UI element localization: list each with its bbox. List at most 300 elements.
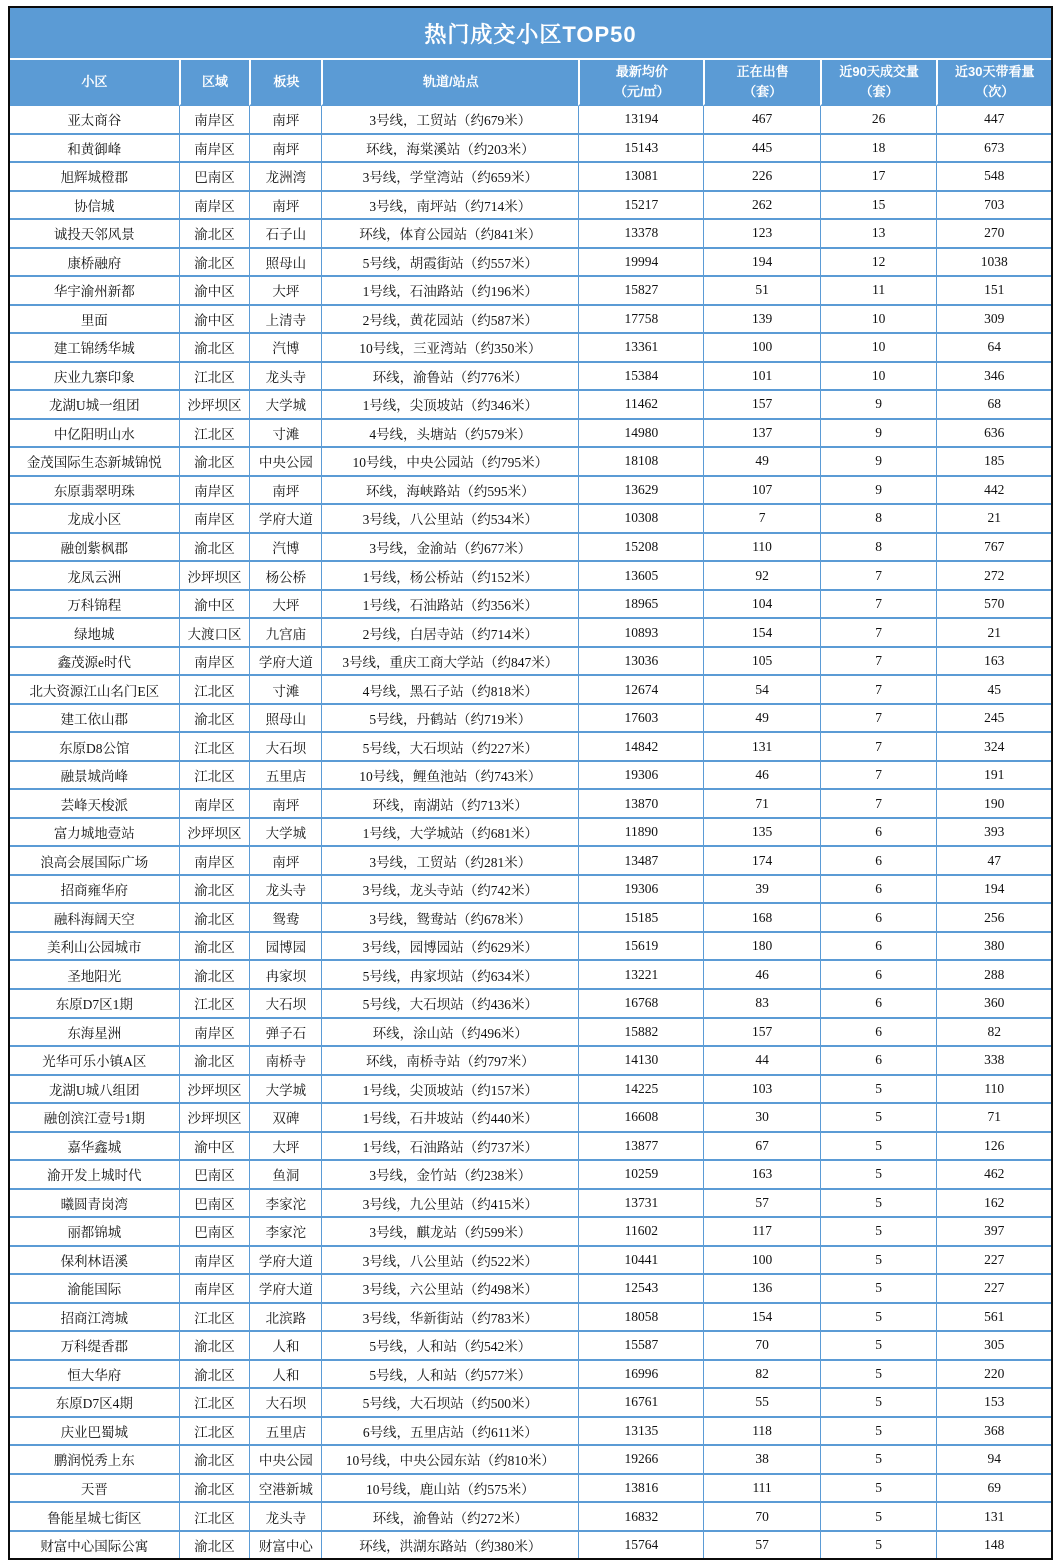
district-cell: 南岸区 [179, 1247, 250, 1276]
name-cell: 光华可乐小镇A区 [10, 1047, 179, 1076]
deals90-cell: 5 [820, 1532, 937, 1558]
station-cell: 1号线，石油路站（约737米） [321, 1133, 578, 1162]
table-row [10, 1247, 1051, 1276]
views30-cell: 270 [936, 220, 1051, 249]
deals90-cell: 5 [820, 1161, 937, 1190]
selling-cell: 49 [703, 705, 820, 734]
selling-cell: 51 [703, 277, 820, 306]
price-cell: 10308 [578, 505, 703, 534]
name-cell: 圣地阳光 [10, 961, 179, 990]
price-cell: 10259 [578, 1161, 703, 1190]
selling-cell: 55 [703, 1389, 820, 1418]
station-cell: 2号线，白居寺站（约714米） [321, 619, 578, 648]
column-header-station: 轨道/站点 [321, 60, 578, 106]
views30-cell: 380 [936, 933, 1051, 962]
station-cell: 3号线，华新街站（约783米） [321, 1304, 578, 1333]
price-cell: 18058 [578, 1304, 703, 1333]
station-cell: 3号线，六公里站（约498米） [321, 1275, 578, 1304]
selling-cell: 154 [703, 619, 820, 648]
price-cell: 11462 [578, 391, 703, 420]
block-cell: 龙头寺 [249, 876, 321, 905]
views30-cell: 1038 [936, 249, 1051, 278]
price-cell: 11602 [578, 1218, 703, 1247]
selling-cell: 135 [703, 819, 820, 848]
block-cell: 大学城 [249, 391, 321, 420]
district-cell: 渝北区 [179, 1475, 250, 1504]
selling-cell: 57 [703, 1532, 820, 1558]
name-cell: 鲁能星城七街区 [10, 1503, 179, 1532]
table-row [10, 163, 1051, 192]
views30-cell: 767 [936, 534, 1051, 563]
station-cell: 3号线，南坪站（约714米） [321, 192, 578, 221]
district-cell: 渝北区 [179, 220, 250, 249]
block-cell: 双碑 [249, 1104, 321, 1133]
district-cell: 渝北区 [179, 334, 250, 363]
station-cell: 3号线，园博园站（约629米） [321, 933, 578, 962]
station-cell: 3号线，工贸站（约281米） [321, 847, 578, 876]
table-row [10, 1190, 1051, 1219]
name-cell: 美利山公园城市 [10, 933, 179, 962]
price-cell: 13221 [578, 961, 703, 990]
views30-cell: 368 [936, 1418, 1051, 1447]
table-row [10, 1503, 1051, 1532]
station-cell: 1号线，石油路站（约196米） [321, 277, 578, 306]
deals90-cell: 7 [820, 591, 937, 620]
district-cell: 南岸区 [179, 790, 250, 819]
price-cell: 15143 [578, 135, 703, 164]
column-header-block: 板块 [249, 60, 321, 106]
table-row [10, 249, 1051, 278]
price-cell: 16608 [578, 1104, 703, 1133]
selling-cell: 131 [703, 733, 820, 762]
block-cell: 学府大道 [249, 1247, 321, 1276]
name-cell: 融景城尚峰 [10, 762, 179, 791]
selling-cell: 57 [703, 1190, 820, 1219]
table-row [10, 277, 1051, 306]
table-row [10, 1532, 1051, 1558]
deals90-cell: 7 [820, 762, 937, 791]
column-header-price: 最新均价 （元/㎡） [578, 60, 703, 106]
deals90-cell: 10 [820, 334, 937, 363]
station-cell: 4号线，黑石子站（约818米） [321, 676, 578, 705]
column-header-deals90: 近90天成交量 （套） [820, 60, 937, 106]
station-cell: 3号线，八公里站（约534米） [321, 505, 578, 534]
deals90-cell: 6 [820, 990, 937, 1019]
name-cell: 鹏润悦秀上东 [10, 1446, 179, 1475]
district-cell: 渝北区 [179, 1047, 250, 1076]
price-cell: 14842 [578, 733, 703, 762]
column-header-name: 小区 [10, 60, 179, 106]
table-row [10, 505, 1051, 534]
name-cell: 庆业巴蜀城 [10, 1418, 179, 1447]
block-cell: 学府大道 [249, 648, 321, 677]
views30-cell: 548 [936, 163, 1051, 192]
views30-cell: 442 [936, 477, 1051, 506]
views30-cell: 47 [936, 847, 1051, 876]
views30-cell: 272 [936, 562, 1051, 591]
district-cell: 渝中区 [179, 306, 250, 335]
table-row [10, 961, 1051, 990]
views30-cell: 126 [936, 1133, 1051, 1162]
name-cell: 东原D7区1期 [10, 990, 179, 1019]
district-cell: 南岸区 [179, 505, 250, 534]
deals90-cell: 10 [820, 363, 937, 392]
price-cell: 16996 [578, 1361, 703, 1390]
name-cell: 里面 [10, 306, 179, 335]
station-cell: 1号线，大学城站（约681米） [321, 819, 578, 848]
district-cell: 沙坪坝区 [179, 819, 250, 848]
views30-cell: 324 [936, 733, 1051, 762]
table-row [10, 1133, 1051, 1162]
block-cell: 寸滩 [249, 420, 321, 449]
name-cell: 融创滨江壹号1期 [10, 1104, 179, 1133]
price-cell: 13877 [578, 1133, 703, 1162]
price-cell: 15619 [578, 933, 703, 962]
views30-cell: 245 [936, 705, 1051, 734]
selling-cell: 157 [703, 391, 820, 420]
district-cell: 渝北区 [179, 961, 250, 990]
report-title: 热门成交小区TOP50 [10, 8, 1051, 60]
name-cell: 恒大华府 [10, 1361, 179, 1390]
deals90-cell: 9 [820, 477, 937, 506]
station-cell: 10号线，中央公园东站（约810米） [321, 1446, 578, 1475]
views30-cell: 69 [936, 1475, 1051, 1504]
price-cell: 16761 [578, 1389, 703, 1418]
name-cell: 龙凤云洲 [10, 562, 179, 591]
block-cell: 九宫庙 [249, 619, 321, 648]
table-row [10, 1361, 1051, 1390]
table-row [10, 990, 1051, 1019]
deals90-cell: 15 [820, 192, 937, 221]
name-cell: 东原D7区4期 [10, 1389, 179, 1418]
price-cell: 13378 [578, 220, 703, 249]
table-row [10, 733, 1051, 762]
station-cell: 环线，海峡路站（约595米） [321, 477, 578, 506]
station-cell: 6号线，五里店站（约611米） [321, 1418, 578, 1447]
selling-cell: 70 [703, 1332, 820, 1361]
table-row [10, 135, 1051, 164]
price-cell: 17758 [578, 306, 703, 335]
price-cell: 10893 [578, 619, 703, 648]
table-row [10, 534, 1051, 563]
district-cell: 渝北区 [179, 1332, 250, 1361]
selling-cell: 70 [703, 1503, 820, 1532]
views30-cell: 191 [936, 762, 1051, 791]
views30-cell: 153 [936, 1389, 1051, 1418]
district-cell: 巴南区 [179, 1161, 250, 1190]
selling-cell: 117 [703, 1218, 820, 1247]
block-cell: 大坪 [249, 277, 321, 306]
name-cell: 东海星洲 [10, 1019, 179, 1048]
block-cell: 李家沱 [249, 1190, 321, 1219]
deals90-cell: 12 [820, 249, 937, 278]
table-row [10, 933, 1051, 962]
deals90-cell: 6 [820, 904, 937, 933]
name-cell: 协信城 [10, 192, 179, 221]
price-cell: 13081 [578, 163, 703, 192]
selling-cell: 44 [703, 1047, 820, 1076]
name-cell: 绿地城 [10, 619, 179, 648]
deals90-cell: 5 [820, 1247, 937, 1276]
block-cell: 上清寺 [249, 306, 321, 335]
deals90-cell: 5 [820, 1418, 937, 1447]
district-cell: 江北区 [179, 1304, 250, 1333]
district-cell: 渝北区 [179, 534, 250, 563]
district-cell: 巴南区 [179, 1218, 250, 1247]
views30-cell: 163 [936, 648, 1051, 677]
table-row [10, 334, 1051, 363]
name-cell: 保利林语溪 [10, 1247, 179, 1276]
views30-cell: 185 [936, 448, 1051, 477]
views30-cell: 673 [936, 135, 1051, 164]
name-cell: 龙湖U城八组团 [10, 1076, 179, 1105]
table-row [10, 391, 1051, 420]
district-cell: 江北区 [179, 990, 250, 1019]
column-header-selling: 正在出售 （套） [703, 60, 820, 106]
deals90-cell: 5 [820, 1304, 937, 1333]
block-cell: 学府大道 [249, 1275, 321, 1304]
deals90-cell: 6 [820, 933, 937, 962]
table-row [10, 477, 1051, 506]
views30-cell: 71 [936, 1104, 1051, 1133]
views30-cell: 462 [936, 1161, 1051, 1190]
selling-cell: 445 [703, 135, 820, 164]
district-cell: 南岸区 [179, 106, 250, 135]
name-cell: 财富中心国际公寓 [10, 1532, 179, 1558]
views30-cell: 227 [936, 1275, 1051, 1304]
block-cell: 汽博 [249, 534, 321, 563]
station-cell: 环线，洪湖东路站（约380米） [321, 1532, 578, 1558]
table-row [10, 676, 1051, 705]
district-cell: 大渡口区 [179, 619, 250, 648]
views30-cell: 68 [936, 391, 1051, 420]
selling-cell: 110 [703, 534, 820, 563]
station-cell: 10号线，鲤鱼池站（约743米） [321, 762, 578, 791]
views30-cell: 288 [936, 961, 1051, 990]
station-cell: 5号线，人和站（约577米） [321, 1361, 578, 1390]
price-cell: 16832 [578, 1503, 703, 1532]
views30-cell: 131 [936, 1503, 1051, 1532]
district-cell: 渝北区 [179, 448, 250, 477]
price-cell: 13629 [578, 477, 703, 506]
block-cell: 园博园 [249, 933, 321, 962]
district-cell: 南岸区 [179, 192, 250, 221]
deals90-cell: 6 [820, 819, 937, 848]
table-row [10, 705, 1051, 734]
district-cell: 渝北区 [179, 904, 250, 933]
table-row [10, 192, 1051, 221]
block-cell: 南坪 [249, 790, 321, 819]
deals90-cell: 18 [820, 135, 937, 164]
table-row [10, 420, 1051, 449]
block-cell: 大石坝 [249, 733, 321, 762]
selling-cell: 83 [703, 990, 820, 1019]
name-cell: 鑫茂源e时代 [10, 648, 179, 677]
name-cell: 庆业九寨印象 [10, 363, 179, 392]
price-cell: 13487 [578, 847, 703, 876]
views30-cell: 194 [936, 876, 1051, 905]
views30-cell: 636 [936, 420, 1051, 449]
deals90-cell: 7 [820, 790, 937, 819]
deals90-cell: 8 [820, 534, 937, 563]
block-cell: 冉家坝 [249, 961, 321, 990]
views30-cell: 110 [936, 1076, 1051, 1105]
table-row [10, 619, 1051, 648]
name-cell: 建工锦绣华城 [10, 334, 179, 363]
views30-cell: 338 [936, 1047, 1051, 1076]
views30-cell: 162 [936, 1190, 1051, 1219]
deals90-cell: 5 [820, 1332, 937, 1361]
block-cell: 南坪 [249, 192, 321, 221]
district-cell: 渝北区 [179, 1532, 250, 1558]
price-cell: 18108 [578, 448, 703, 477]
station-cell: 5号线，大石坝站（约227米） [321, 733, 578, 762]
station-cell: 3号线，鸳鸯站（约678米） [321, 904, 578, 933]
views30-cell: 148 [936, 1532, 1051, 1558]
views30-cell: 305 [936, 1332, 1051, 1361]
deals90-cell: 5 [820, 1218, 937, 1247]
district-cell: 渝北区 [179, 1361, 250, 1390]
block-cell: 石子山 [249, 220, 321, 249]
name-cell: 芸峰天梭派 [10, 790, 179, 819]
name-cell: 融创紫枫郡 [10, 534, 179, 563]
district-cell: 江北区 [179, 676, 250, 705]
name-cell: 嘉华鑫城 [10, 1133, 179, 1162]
selling-cell: 7 [703, 505, 820, 534]
deals90-cell: 5 [820, 1275, 937, 1304]
name-cell: 融科海阔天空 [10, 904, 179, 933]
district-cell: 沙坪坝区 [179, 1076, 250, 1105]
views30-cell: 703 [936, 192, 1051, 221]
table-row [10, 1332, 1051, 1361]
views30-cell: 21 [936, 619, 1051, 648]
station-cell: 3号线，九公里站（约415米） [321, 1190, 578, 1219]
block-cell: 汽博 [249, 334, 321, 363]
block-cell: 大学城 [249, 819, 321, 848]
selling-cell: 92 [703, 562, 820, 591]
deals90-cell: 5 [820, 1190, 937, 1219]
station-cell: 1号线，石井坡站（约440米） [321, 1104, 578, 1133]
name-cell: 渝开发上城时代 [10, 1161, 179, 1190]
name-cell: 旭辉城橙郡 [10, 163, 179, 192]
selling-cell: 101 [703, 363, 820, 392]
deals90-cell: 5 [820, 1104, 937, 1133]
station-cell: 1号线，尖顶坡站（约157米） [321, 1076, 578, 1105]
district-cell: 南岸区 [179, 1275, 250, 1304]
block-cell: 学府大道 [249, 505, 321, 534]
table-row [10, 1161, 1051, 1190]
name-cell: 天晋 [10, 1475, 179, 1504]
selling-cell: 467 [703, 106, 820, 135]
table-row [10, 1304, 1051, 1333]
station-cell: 环线，海棠溪站（约203米） [321, 135, 578, 164]
block-cell: 南坪 [249, 135, 321, 164]
views30-cell: 227 [936, 1247, 1051, 1276]
selling-cell: 54 [703, 676, 820, 705]
selling-cell: 30 [703, 1104, 820, 1133]
table-row [10, 363, 1051, 392]
table-row [10, 306, 1051, 335]
name-cell: 万科缇香郡 [10, 1332, 179, 1361]
table-row [10, 648, 1051, 677]
price-cell: 15764 [578, 1532, 703, 1558]
district-cell: 渝北区 [179, 933, 250, 962]
district-cell: 南岸区 [179, 847, 250, 876]
deals90-cell: 17 [820, 163, 937, 192]
name-cell: 富力城地壹站 [10, 819, 179, 848]
name-cell: 丽都锦城 [10, 1218, 179, 1247]
deals90-cell: 7 [820, 705, 937, 734]
table-row [10, 1446, 1051, 1475]
district-cell: 江北区 [179, 733, 250, 762]
deals90-cell: 5 [820, 1503, 937, 1532]
selling-cell: 123 [703, 220, 820, 249]
views30-cell: 190 [936, 790, 1051, 819]
price-cell: 10441 [578, 1247, 703, 1276]
selling-cell: 194 [703, 249, 820, 278]
price-cell: 19266 [578, 1446, 703, 1475]
price-cell: 15208 [578, 534, 703, 563]
name-cell: 龙湖U城一组团 [10, 391, 179, 420]
table-row [10, 1104, 1051, 1133]
selling-cell: 103 [703, 1076, 820, 1105]
selling-cell: 139 [703, 306, 820, 335]
name-cell: 招商雍华府 [10, 876, 179, 905]
block-cell: 大学城 [249, 1076, 321, 1105]
station-cell: 环线，体育公园站（约841米） [321, 220, 578, 249]
station-cell: 环线，渝鲁站（约272米） [321, 1503, 578, 1532]
price-cell: 15587 [578, 1332, 703, 1361]
block-cell: 南坪 [249, 847, 321, 876]
district-cell: 江北区 [179, 1389, 250, 1418]
station-cell: 环线，南湖站（约713米） [321, 790, 578, 819]
views30-cell: 220 [936, 1361, 1051, 1390]
district-cell: 江北区 [179, 420, 250, 449]
selling-cell: 180 [703, 933, 820, 962]
district-cell: 渝北区 [179, 876, 250, 905]
column-header-views30: 近30天带看量 （次） [936, 60, 1051, 106]
views30-cell: 570 [936, 591, 1051, 620]
station-cell: 1号线，尖顶坡站（约346米） [321, 391, 578, 420]
selling-cell: 38 [703, 1446, 820, 1475]
deals90-cell: 5 [820, 1475, 937, 1504]
station-cell: 5号线，胡霞街站（约557米） [321, 249, 578, 278]
views30-cell: 397 [936, 1218, 1051, 1247]
price-cell: 13816 [578, 1475, 703, 1504]
deals90-cell: 11 [820, 277, 937, 306]
block-cell: 弹子石 [249, 1019, 321, 1048]
table-row [10, 762, 1051, 791]
views30-cell: 561 [936, 1304, 1051, 1333]
price-cell: 19306 [578, 876, 703, 905]
district-cell: 巴南区 [179, 1190, 250, 1219]
station-cell: 环线，涂山站（约496米） [321, 1019, 578, 1048]
selling-cell: 105 [703, 648, 820, 677]
selling-cell: 226 [703, 163, 820, 192]
price-cell: 16768 [578, 990, 703, 1019]
block-cell: 五里店 [249, 762, 321, 791]
district-cell: 南岸区 [179, 648, 250, 677]
block-cell: 大坪 [249, 1133, 321, 1162]
station-cell: 3号线，金渝站（约677米） [321, 534, 578, 563]
district-cell: 江北区 [179, 1503, 250, 1532]
district-cell: 南岸区 [179, 1019, 250, 1048]
name-cell: 渝能国际 [10, 1275, 179, 1304]
views30-cell: 309 [936, 306, 1051, 335]
price-cell: 18965 [578, 591, 703, 620]
views30-cell: 346 [936, 363, 1051, 392]
block-cell: 大坪 [249, 591, 321, 620]
